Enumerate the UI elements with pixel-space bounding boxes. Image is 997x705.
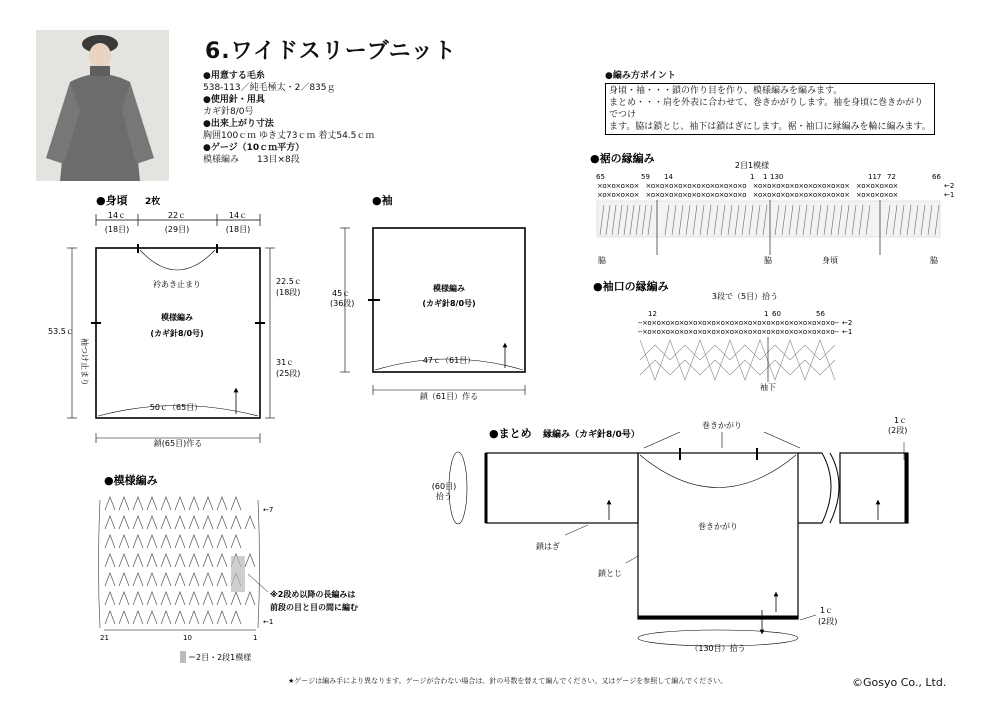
cuff-heading: ●袖口の縁編み	[593, 280, 669, 293]
points-line: ます。脇は鎖とじ、袖下は鎖はぎにします。裾・袖口に縁編みを輪に編みます。	[609, 122, 931, 132]
page-title: 6.ワイドスリーブニット	[205, 39, 457, 64]
row-number: ←2	[944, 182, 955, 190]
side-label: 脇	[598, 256, 606, 265]
sleeve-hook-label: (カギ針8/0号)	[422, 299, 476, 308]
dim-label: (29目)	[164, 225, 190, 234]
stitch-number: 1	[253, 634, 258, 642]
hem-chart	[596, 173, 954, 265]
stitch-number: 14	[664, 173, 673, 181]
hem-heading: ●裾の縁編み	[590, 152, 655, 165]
cuff-pick-label: 3段で（5目）拾う	[711, 292, 779, 301]
stitch-row: ×o×o×o×o× ×o×o×o×o×o×o×o×o×o×o×o ×o×o×o×o×o×o×o×o×o×o× ×o×o×o×o×	[597, 182, 898, 190]
size-heading: ●出来上がり寸法	[203, 119, 274, 129]
body-chain-dimension	[96, 433, 260, 448]
stitch-row: --×o×o×o×o×o×o×o×o×o×o×o×o×o×o×o×o×o×o×o×o×o--	[638, 328, 839, 336]
stitch-number: 1	[763, 173, 768, 181]
body-hook-label: (カギ針8/0号)	[150, 329, 204, 338]
needle-text: カギ針8/0号	[203, 107, 254, 117]
pattern-note: ※2段め以降の長編みは	[270, 590, 356, 599]
gauge-text: 模様編み 13目×8段	[203, 155, 300, 165]
stitch-number: 60	[772, 310, 781, 318]
row-number: ←1	[842, 328, 853, 336]
side-label: 脇	[764, 256, 772, 265]
neck-label: 衿あき止まり	[153, 280, 201, 289]
sleeve-bottom-label: 47ｃ（61目）	[422, 356, 476, 365]
stitch-number: 117	[868, 173, 882, 181]
body-heading: ●身頃	[96, 194, 128, 207]
legend-label: ＝2目・2段1模様	[188, 653, 252, 662]
cuff-chart	[638, 310, 852, 392]
pattern-chart	[99, 495, 274, 642]
stitch-number: 72	[887, 173, 896, 181]
dim-label: 53.5ｃ	[48, 327, 74, 336]
pattern-note: 前段の目と目の間に編む	[270, 603, 358, 612]
pattern-heading: ●模様編み	[104, 474, 158, 487]
dim-label: (18目)	[225, 225, 251, 234]
dim-label: (18目)	[104, 225, 130, 234]
right-edge-label: 1ｃ	[894, 416, 908, 425]
left-pick-label: 拾う	[436, 492, 452, 501]
stitch-number: 10	[183, 634, 192, 642]
stitch-row: ×o×o×o×o× ×o×o×o×o×o×o×o×o×o×o×o ×o×o×o×o×o×o×o×o×o×o× ×o×o×o×o×	[597, 191, 898, 199]
bottom-pick-label: （130目）拾う	[690, 644, 746, 653]
legend-swatch	[180, 651, 186, 663]
sleeve-pattern-label: 模様編み	[433, 284, 465, 293]
copyright: ©Gosyo Co., Ltd.	[852, 676, 947, 689]
stitch-number: 65	[596, 173, 605, 181]
yarn-heading: ●用意する毛糸	[203, 71, 265, 81]
join-label: 鎖とじ	[598, 569, 622, 578]
finish-heading: ●まとめ	[489, 427, 532, 440]
points-line: まとめ・・・肩を外表に合わせて、巻きかがりします。袖を身頃に巻きかがりでつけ	[609, 98, 924, 120]
body-label: 身頃	[822, 256, 838, 265]
stitch-number: 1	[764, 310, 769, 318]
sleeve-attach-label: 袖つけ止まり	[80, 338, 89, 386]
stitch-number: 130	[770, 173, 784, 181]
body-left-dimensions	[48, 248, 90, 418]
gauge-heading: ●ゲージ（10ｃｍ平方）	[203, 143, 305, 153]
body-chain-label: 鎖(65目)作る	[153, 439, 203, 448]
sleeve-panel	[340, 228, 525, 395]
row-number: ←1	[263, 618, 274, 626]
row-number: ←1	[944, 191, 955, 199]
dim-label: 14ｃ	[228, 211, 248, 220]
points-line: 身頃・袖・・・鎖の作り目を作り、模様編みを編みます。	[609, 86, 843, 96]
sleeve-heading: ●袖	[372, 194, 393, 207]
stitch-row: --×o×o×o×o×o×o×o×o×o×o×o×o×o×o×o×o×o×o×o×o×o--	[638, 319, 839, 327]
finish-diagram	[449, 432, 908, 646]
footer-note: ★ゲージは編み手により異なります。ゲージが合わない場合は、針の号数を替えて編んでください。又はゲージを参照して編んでください。	[288, 677, 728, 685]
needle-heading: ●使用針・用具	[203, 95, 265, 105]
body-bottom-label: 50ｃ（65目）	[149, 403, 203, 412]
right-edge-label: (2段)	[888, 426, 908, 435]
hem-repeat-label: 2目1模様	[734, 161, 770, 170]
body-right-dimensions	[265, 248, 302, 418]
stitch-number: 1	[750, 173, 755, 181]
dim-label: (18段)	[276, 288, 301, 297]
left-pick-label: (60目)	[431, 482, 457, 491]
points-heading: ●編み方ポイント	[605, 71, 676, 81]
whip-label: 巻きかがり	[698, 522, 738, 531]
dim-label: (36段)	[330, 299, 355, 308]
dim-label: 14ｃ	[107, 211, 127, 220]
stitch-number: 21	[100, 634, 109, 642]
stitch-number: 59	[641, 173, 650, 181]
stitch-number: 12	[648, 310, 657, 318]
bottom-edge-label: 1ｃ	[820, 606, 834, 615]
dim-label: 45ｃ	[332, 289, 351, 298]
stitch-number: 56	[816, 310, 825, 318]
row-number: ←7	[263, 506, 274, 514]
yarn-text: 538-113／純毛極太・2／835ｇ	[203, 83, 336, 93]
body-count: 2枚	[145, 197, 161, 207]
seam-label: 鎖はぎ	[536, 542, 560, 551]
dim-label: 31ｃ	[276, 358, 295, 367]
dim-label: (25段)	[276, 369, 301, 378]
whip-label: 巻きかがり	[702, 421, 742, 430]
sleeve-chain-label: 鎖（61目）作る	[419, 392, 479, 401]
size-text: 胸囲100ｃｍ ゆき丈73ｃｍ 着丈54.5ｃｍ	[203, 131, 375, 141]
finish-edge: 縁編み（カギ針8/0号）	[543, 430, 640, 440]
dim-label: 22ｃ	[167, 211, 187, 220]
stitch-number: 66	[932, 173, 941, 181]
body-pattern-label: 模様編み	[161, 313, 193, 322]
bottom-edge-label: (2段)	[818, 617, 838, 626]
under-sleeve-label: 袖下	[760, 383, 776, 392]
side-label: 脇	[930, 256, 938, 265]
body-top-dimensions	[96, 211, 260, 234]
row-number: ←2	[842, 319, 853, 327]
dim-label: 22.5ｃ	[276, 277, 302, 286]
